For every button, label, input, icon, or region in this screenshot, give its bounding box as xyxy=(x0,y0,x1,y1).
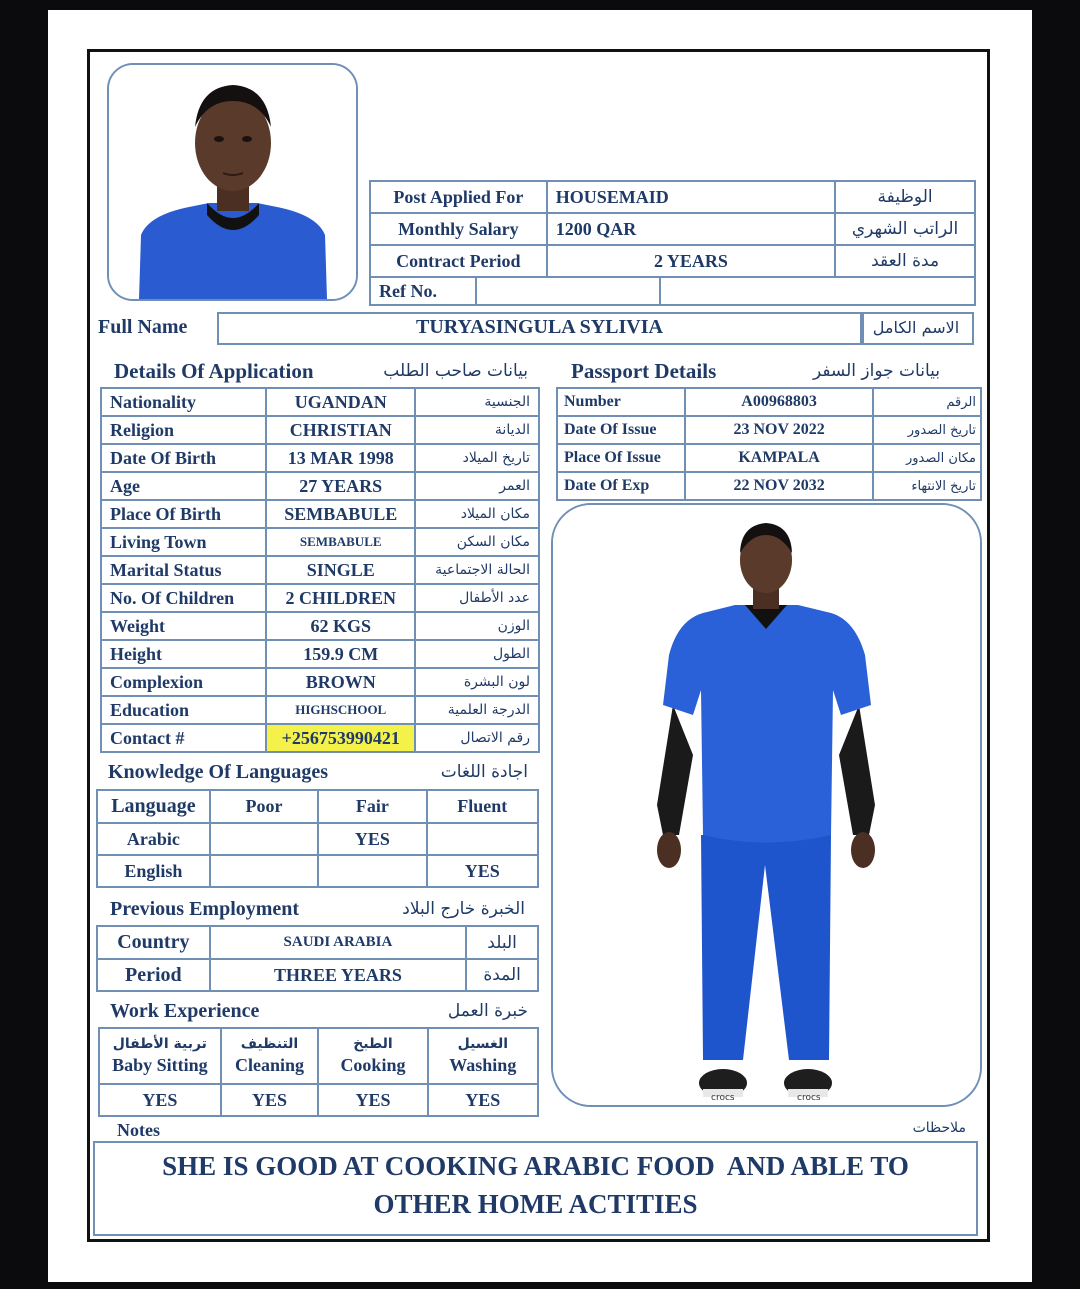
lang-header-fair: Fair xyxy=(318,790,426,823)
application-row-value: UGANDAN xyxy=(266,388,415,416)
passport-row-label-ar: مكان الصدور xyxy=(873,444,981,472)
skill-washing xyxy=(428,1028,538,1084)
application-row xyxy=(101,444,539,472)
passport-row-label: Date Of Exp xyxy=(557,472,685,500)
application-row-label: Height xyxy=(101,640,266,668)
application-row xyxy=(101,696,539,724)
portrait-photo xyxy=(107,63,358,301)
lang-arabic-fluent xyxy=(427,823,539,855)
full-name-label: Full Name xyxy=(98,316,188,338)
ref-table xyxy=(369,276,976,306)
country-label: Country xyxy=(97,926,210,959)
skill-cleaning-value: YES xyxy=(221,1084,319,1116)
lang-arabic: Arabic xyxy=(97,823,210,855)
application-row-label: Age xyxy=(101,472,266,500)
application-row-value: 27 YEARS xyxy=(266,472,415,500)
passport-row-label: Number xyxy=(557,388,685,416)
application-row-label-ar: الدرجة العلمية xyxy=(415,696,539,724)
application-row-label: Education xyxy=(101,696,266,724)
application-row-value: SINGLE xyxy=(266,556,415,584)
ref-label: Ref No. xyxy=(370,277,476,305)
application-row-label-ar: الطول xyxy=(415,640,539,668)
passport-row xyxy=(557,472,981,500)
passport-title: Passport Details xyxy=(571,359,717,383)
application-row xyxy=(101,556,539,584)
skill-cleaning-en: Cleaning xyxy=(234,1054,304,1075)
full-body-photo xyxy=(551,503,982,1107)
application-row-label: No. Of Children xyxy=(101,584,266,612)
post-value: HOUSEMAID xyxy=(547,181,835,213)
application-row xyxy=(101,388,539,416)
application-row-value: 13 MAR 1998 xyxy=(266,444,415,472)
employment-title: Previous Employment xyxy=(110,898,300,920)
country-value: SAUDI ARABIA xyxy=(210,926,467,959)
application-row xyxy=(101,472,539,500)
experience-title: Work Experience xyxy=(110,1000,260,1022)
application-row xyxy=(101,640,539,668)
application-row-value: 62 KGS xyxy=(266,612,415,640)
application-row-value: CHRISTIAN xyxy=(266,416,415,444)
notes-label: Notes xyxy=(117,1120,160,1140)
skill-washing-value: YES xyxy=(428,1084,538,1116)
skill-cleaning xyxy=(221,1028,319,1084)
passport-row-value: KAMPALA xyxy=(685,444,874,472)
skill-cooking-ar: الطبخ xyxy=(353,1036,393,1052)
skill-baby-sitting-ar: تربية الأطفال xyxy=(112,1036,207,1052)
languages-table xyxy=(96,789,539,888)
application-row-label-ar: تاريخ الميلاد xyxy=(415,444,539,472)
notes-label-ar: ملاحظات xyxy=(912,1120,966,1136)
application-row xyxy=(101,416,539,444)
contract-label: Contract Period xyxy=(370,245,547,277)
lang-header-poor: Poor xyxy=(210,790,318,823)
application-row-value: SEMBABULE xyxy=(266,500,415,528)
period-label: Period xyxy=(97,959,210,991)
application-row xyxy=(101,528,539,556)
languages-title-ar: اجادة اللغات xyxy=(440,762,528,782)
application-row-label-ar: مكان الميلاد xyxy=(415,500,539,528)
period-value: THREE YEARS xyxy=(210,959,467,991)
salary-label-ar: الراتب الشهري xyxy=(835,213,975,245)
application-title: Details Of Application xyxy=(114,359,314,383)
post-label-ar: الوظيفة xyxy=(835,181,975,213)
salary-value: 1200 QAR xyxy=(547,213,835,245)
employment-table xyxy=(96,925,539,992)
application-row-label-ar: الجنسية xyxy=(415,388,539,416)
lang-english-fluent: YES xyxy=(427,855,539,887)
application-row-value: SEMBABULE xyxy=(266,528,415,556)
application-row-label: Complexion xyxy=(101,668,266,696)
languages-title: Knowledge Of Languages xyxy=(108,761,329,783)
application-row-label-ar: رقم الاتصال xyxy=(415,724,539,752)
experience-table xyxy=(98,1027,539,1117)
application-row-label: Living Town xyxy=(101,528,266,556)
full-name-label-ar: الاسم الكامل xyxy=(872,318,960,337)
application-row-label-ar: مكان السكن xyxy=(415,528,539,556)
application-row-value: +256753990421 xyxy=(266,724,415,752)
application-row-value: BROWN xyxy=(266,668,415,696)
period-label-ar: المدة xyxy=(466,959,538,991)
post-label: Post Applied For xyxy=(370,181,547,213)
lang-english-fair xyxy=(318,855,426,887)
lang-english-poor xyxy=(210,855,318,887)
application-row-label-ar: العمر xyxy=(415,472,539,500)
passport-row-value: 23 NOV 2022 xyxy=(685,416,874,444)
passport-row-label-ar: الرقم xyxy=(873,388,981,416)
application-row xyxy=(101,584,539,612)
passport-row xyxy=(557,388,981,416)
skill-cooking-value: YES xyxy=(318,1084,427,1116)
passport-row-label-ar: تاريخ الانتهاء xyxy=(873,472,981,500)
full-name-value: TURYASINGULA SYLIVIA xyxy=(416,316,663,338)
skill-washing-ar: الغسيل xyxy=(457,1036,509,1052)
shoe-brand-right: crocs xyxy=(797,1093,821,1103)
passport-title-ar: بيانات جواز السفر xyxy=(812,361,940,381)
application-row-label: Religion xyxy=(101,416,266,444)
lang-arabic-fair: YES xyxy=(318,823,426,855)
application-row xyxy=(101,668,539,696)
skill-washing-en: Washing xyxy=(449,1054,517,1075)
job-info-table xyxy=(369,180,976,278)
country-label-ar: البلد xyxy=(466,926,538,959)
shoe-brand-left: crocs xyxy=(711,1093,735,1103)
contract-label-ar: مدة العقد xyxy=(835,245,975,277)
application-row-label-ar: لون البشرة xyxy=(415,668,539,696)
experience-title-ar: خبرة العمل xyxy=(447,1001,528,1021)
application-row-label: Weight xyxy=(101,612,266,640)
application-row xyxy=(101,500,539,528)
ref-empty xyxy=(660,277,975,305)
notes-line-1: SHE IS GOOD AT COOKING ARABIC FOOD AND ABLE TO xyxy=(162,1151,909,1181)
skill-cooking xyxy=(318,1028,427,1084)
passport-row-label: Date Of Issue xyxy=(557,416,685,444)
contract-value: 2 YEARS xyxy=(547,245,835,277)
passport-row-value: 22 NOV 2032 xyxy=(685,472,874,500)
application-row-label: Nationality xyxy=(101,388,266,416)
application-row-label-ar: عدد الأطفال xyxy=(415,584,539,612)
skill-baby-sitting-en: Baby Sitting xyxy=(112,1054,208,1075)
passport-row xyxy=(557,444,981,472)
application-title-ar: بيانات صاحب الطلب xyxy=(383,361,528,381)
application-row-value: HIGHSCHOOL xyxy=(266,696,415,724)
lang-english: English xyxy=(97,855,210,887)
application-row xyxy=(101,724,539,752)
employment-title-ar: الخبرة خارج البلاد xyxy=(402,899,525,919)
application-row-label: Date Of Birth xyxy=(101,444,266,472)
skill-baby-sitting-value: YES xyxy=(99,1084,221,1116)
application-row-value: 159.9 CM xyxy=(266,640,415,668)
lang-header-fluent: Fluent xyxy=(427,790,539,823)
lang-arabic-poor xyxy=(210,823,318,855)
ref-value xyxy=(476,277,660,305)
application-row-label: Contact # xyxy=(101,724,266,752)
application-row-value: 2 CHILDREN xyxy=(266,584,415,612)
skill-baby-sitting xyxy=(99,1028,221,1084)
lang-header-language: Language xyxy=(97,790,210,823)
notes-line-2: OTHER HOME ACTITIES xyxy=(373,1189,698,1219)
application-row-label-ar: الحالة الاجتماعية xyxy=(415,556,539,584)
passport-table xyxy=(556,387,982,501)
skill-cooking-en: Cooking xyxy=(340,1054,406,1075)
application-row-label: Marital Status xyxy=(101,556,266,584)
skill-cleaning-ar: التنظيف xyxy=(240,1036,299,1052)
application-row-label: Place Of Birth xyxy=(101,500,266,528)
passport-row-value: A00968803 xyxy=(685,388,874,416)
passport-row-label-ar: تاريخ الصدور xyxy=(873,416,981,444)
salary-label: Monthly Salary xyxy=(370,213,547,245)
application-row-label-ar: الديانة xyxy=(415,416,539,444)
application-table xyxy=(100,387,540,753)
application-row xyxy=(101,612,539,640)
application-row-label-ar: الوزن xyxy=(415,612,539,640)
passport-row xyxy=(557,416,981,444)
passport-row-label: Place Of Issue xyxy=(557,444,685,472)
